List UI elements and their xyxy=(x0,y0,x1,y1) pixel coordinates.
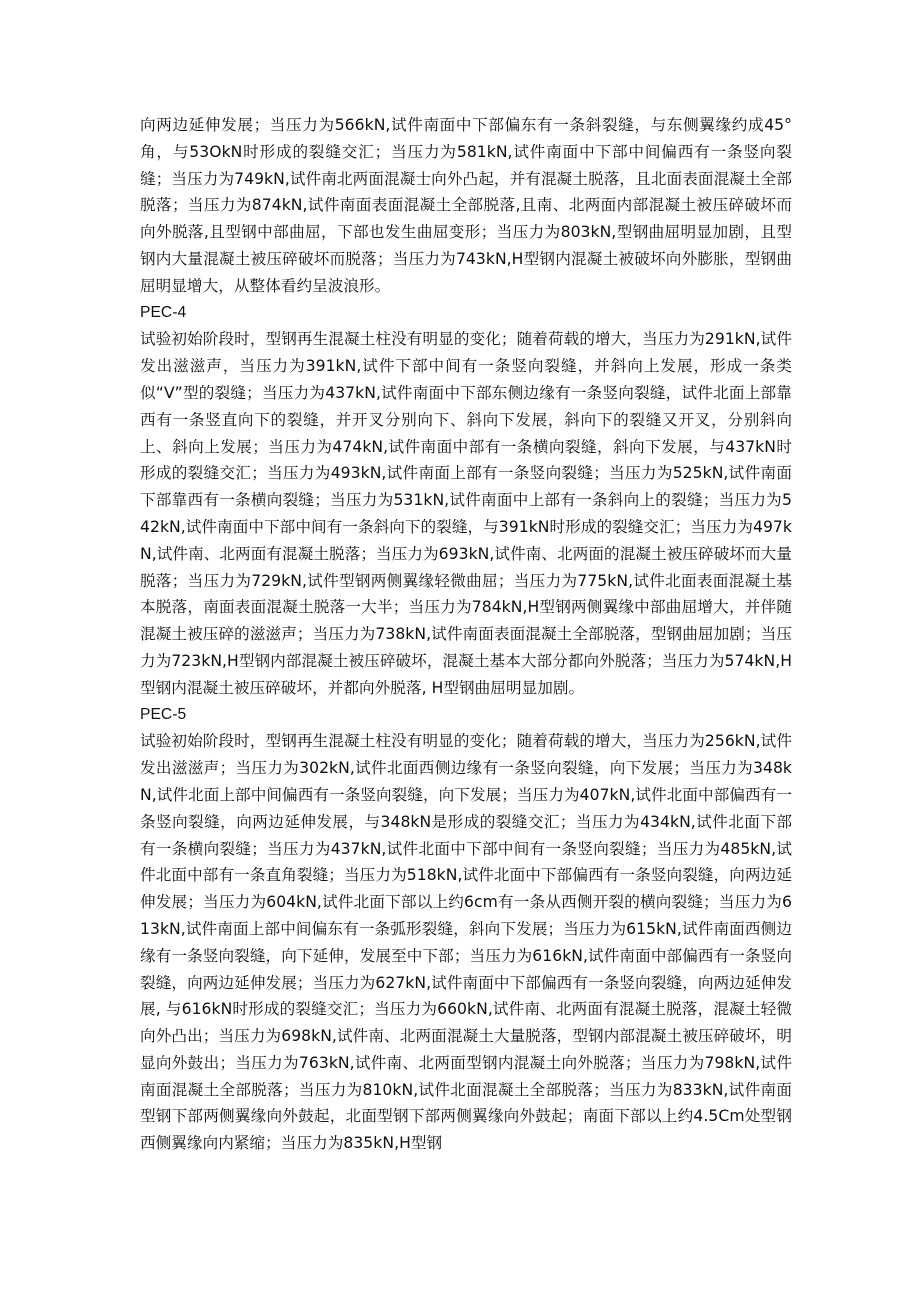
section-heading-pec-5: PEC-5 xyxy=(140,705,187,723)
paragraph-pec-4: 试验初始阶段时，型钢再生混凝土柱没有明显的变化；随着荷载的增大，当压力为291kN,试件发出滋滋声，当压力为391kN,试件下部中间有一条竖向裂缝，并斜向上发展，形成一条类似“V”型的裂缝；当压力为437kN,试件南面中下部东侧边缘有一条竖向裂缝，试件北面上部靠西有一条竖直向下的裂缝，并开叉分别向下、斜向下发展，斜向下的裂缝又开叉，分别斜向上、斜向上发展；当压力为474kN,试件南面中部有一条横向裂缝，斜向下发展，与437kN时形成的裂缝交汇；当压力为493kN,试件南面上部有一条竖向裂缝；当压力为525kN,试件南面下部靠西有一条横向裂缝；当压力为531kN,试件南面中上部有一条斜向上的裂缝；当压力为542kN,试件南面中下部中间有一条斜向下的裂缝，与391kN时形成的裂缝交汇；当压力为497kN,试件南、北两面有混凝土脱落；当压力为693kN,试件南、北两面的混凝土被压碎破坏而大量脱落；当压力为729kN,试件型钢两侧翼缘轻微曲屈；当压力为775kN,试件北面表面混凝土基本脱落，南面表面混凝土脱落一大半；当压力为784kN,H型钢两侧翼缘中部曲屈增大，并伴随混凝土被压碎的滋滋声；当压力为738kN,试件南面表面混凝土全部脱落，型钢曲屈加剧；当压力为723kN,H型钢内部混凝土被压碎破坏，混凝土基本大部分都向外脱落；当压力为574kN,H型钢内混凝土被压碎破坏，并都向外脱落, H型钢曲屈明显加剧。 xyxy=(140,330,792,697)
section-heading-pec-4: PEC-4 xyxy=(140,303,187,321)
paragraph-pec-5: 试验初始阶段时，型钢再生混凝土柱没有明显的变化；随着荷载的增大，当压力为256kN,试件发出滋滋声；当压力为302kN,试件北面西侧边缘有一条竖向裂缝，向下发展；当压力为348kN,试件北面上部中间偏西有一条竖向裂缝，向下发展；当压力为407kN,试件北面中部偏西有一条竖向裂缝，向两边延伸发展，与348kN是形成的裂缝交汇；当压力为434kN,试件北面下部有一条横向裂缝；当压力为437kN,试件北面中下部中间有一条竖向裂缝；当压力为485kN,试件北面中部有一条直角裂缝；当压力为518kN,试件北面中下部偏西有一条竖向裂缝，向两边延伸发展；当压力为604kN,试件北面下部以上约6cm有一条从西侧开裂的横向裂缝；当压力为613kN,试件南面上部中间偏东有一条弧形裂缝，斜向下发展；当压力为615kN,试件南面西侧边缘有一条竖向裂缝，向下延伸，发展至中下部；当压力为616kN,试件南面中部偏西有一条竖向裂缝，向两边延伸发展；当压力为627kN,试件南面中下部偏西有一条竖向裂缝，向两边延伸发展, 与616kN时形成的裂缝交汇；当压力为660kN,试件南、北两面有混凝土脱落，混凝土轻微向外凸出；当压力为698kN,试件南、北两面混凝土大量脱落，型钢内部混凝土被压碎破坏，明显向外鼓出；当压力为763kN,试件南、北两面型钢内混凝土向外脱落；当压力为798kN,试件南面混凝土全部脱落；当压力为810kN,试件北面混凝土全部脱落；当压力为833kN,试件南面型钢下部两侧翼缘向外鼓起，北面型钢下部两侧翼缘向外鼓起；南面下部以上约4.5Cm处型钢西侧翼缘向内紧缩；当压力为835kN,H型钢 xyxy=(140,732,792,1153)
paragraph-continued: 向两边延伸发展；当压力为566kN,试件南面中下部偏东有一条斜裂缝，与东侧翼缘约成45°角，与53OkN时形成的裂缝交汇；当压力为581kN,试件南面中下部中间偏西有一条竖向裂缝；当压力为749kN,试件南北两面混凝士向外凸起，并有混凝土脱落，且北面表面混凝土全部脱落；当压力为874kN,试件南面表面混凝土全部脱落,且南、北两面内部混凝土被压碎破坏而向外脱落,且型钢中部曲屈，下部也发生曲屈变形；当压力为803kN,型钢曲屈明显加剧，且型钢内大量混凝土被压碎破坏而脱落；当压力为743kN,H型钢内混凝土被破坏向外膨胀，型钢曲屈明显增大，从整体看约呈波浪形。 xyxy=(140,116,792,295)
document-body xyxy=(140,112,792,1157)
